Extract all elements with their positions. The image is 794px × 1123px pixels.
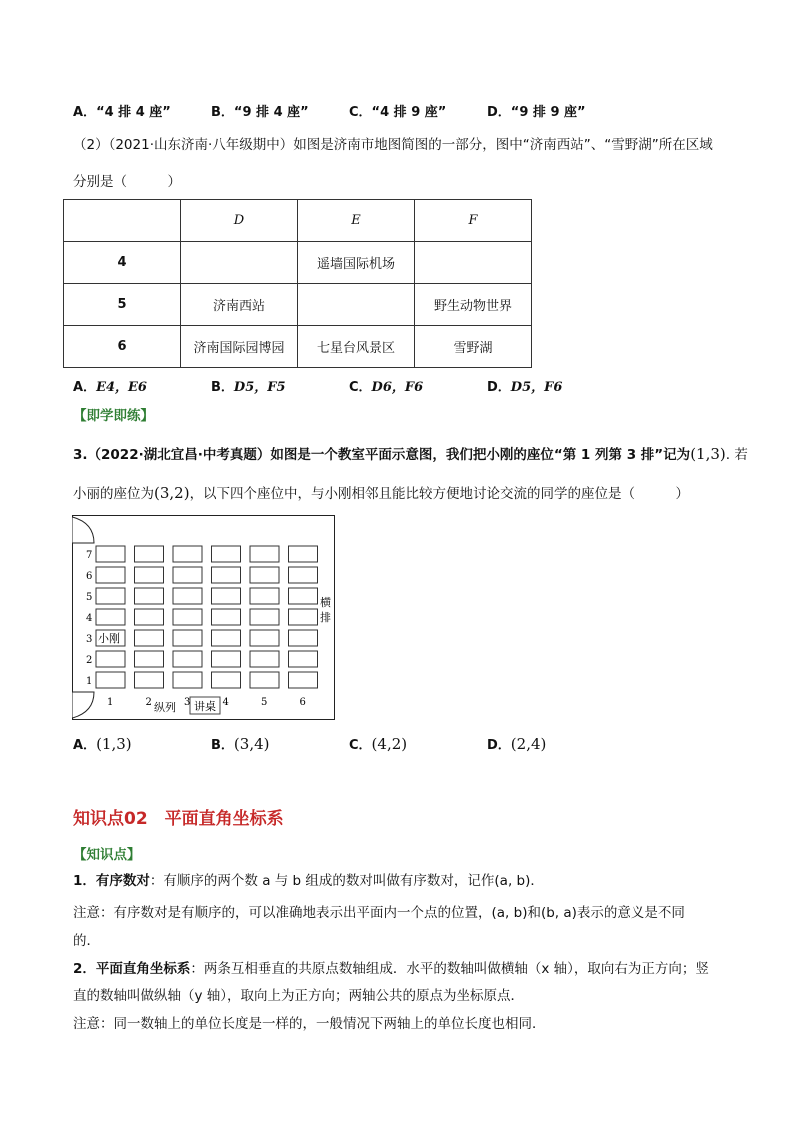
q3-option-a: A．(1,3) xyxy=(73,735,132,753)
desk xyxy=(96,672,125,688)
desk xyxy=(96,588,125,604)
table-cell xyxy=(298,284,415,326)
row-number: 2 xyxy=(86,655,93,666)
desk xyxy=(250,630,279,646)
table-cell xyxy=(181,242,298,284)
desk xyxy=(289,630,318,646)
desk xyxy=(212,567,241,583)
desk xyxy=(212,672,241,688)
prev-option-d: D．“9 排 9 座” xyxy=(487,105,586,120)
q2-stem-line1: （2）（2021·山东济南·八年级期中）如图是济南市地图简图的一部分，图中“济南西站”、“雪野湖”所在区域 xyxy=(73,137,713,153)
desk xyxy=(250,651,279,667)
q2-option-a: A．E4，E6 xyxy=(73,380,147,395)
table-cell xyxy=(64,200,181,242)
table-cell: 5 xyxy=(64,284,181,326)
desk xyxy=(250,588,279,604)
q2-option-b: B．D5，F5 xyxy=(211,380,286,395)
desk xyxy=(173,546,202,562)
desk xyxy=(173,651,202,667)
podium-label: 讲桌 xyxy=(194,700,216,713)
prev-option-a: A．“4 排 4 座” xyxy=(73,105,171,120)
desk xyxy=(173,630,202,646)
desk xyxy=(135,588,164,604)
table-row xyxy=(64,200,532,242)
desk xyxy=(212,651,241,667)
column-number: 6 xyxy=(299,697,306,708)
prev-option-b: B．“9 排 4 座” xyxy=(211,105,309,120)
section-title: 知识点02 平面直角坐标系 xyxy=(73,809,284,829)
desk xyxy=(289,651,318,667)
column-number: 2 xyxy=(145,697,152,708)
table-cell: 遥墙国际机场 xyxy=(298,242,415,284)
column-number: 1 xyxy=(107,697,114,708)
point-1: 1．有序数对：有顺序的两个数 a 与 b 组成的数对叫做有序数对，记作(a, b)． xyxy=(73,873,544,889)
row-label-1: 横 xyxy=(320,596,331,609)
desk xyxy=(289,588,318,604)
table-cell: 4 xyxy=(64,242,181,284)
desk xyxy=(250,609,279,625)
row-number: 3 xyxy=(86,634,93,645)
knowledge-label: 【知识点】 xyxy=(73,847,141,863)
prev-option-c: C．“4 排 9 座” xyxy=(349,105,447,120)
desk xyxy=(135,609,164,625)
desk xyxy=(289,672,318,688)
desk xyxy=(289,567,318,583)
desk xyxy=(173,588,202,604)
desk xyxy=(135,546,164,562)
desk xyxy=(135,672,164,688)
classroom-seating-diagram xyxy=(72,515,336,721)
row-label-2: 排 xyxy=(320,611,331,624)
row-number: 5 xyxy=(86,592,93,603)
map-grid-table xyxy=(63,199,532,368)
desk xyxy=(212,630,241,646)
table-cell: 野生动物世界 xyxy=(415,284,532,326)
table-row xyxy=(64,284,532,326)
point-2-line2: 直的数轴叫做纵轴（y 轴），取向上为正方向；两轴公共的原点为坐标原点． xyxy=(73,988,525,1004)
desk xyxy=(96,651,125,667)
desk xyxy=(289,609,318,625)
desk xyxy=(289,546,318,562)
desk xyxy=(250,546,279,562)
table-cell: 6 xyxy=(64,326,181,368)
desk xyxy=(96,567,125,583)
column-number: 5 xyxy=(261,697,268,708)
desk xyxy=(135,630,164,646)
q2-stem-line2: 分别是（ ） xyxy=(73,174,181,190)
desk xyxy=(250,567,279,583)
table-cell: D xyxy=(181,200,298,242)
q3-option-d: D．(2,4) xyxy=(487,735,547,753)
row-number: 1 xyxy=(86,676,93,687)
xiaogang-label: 小刚 xyxy=(98,632,120,645)
q2-option-d: D．D5，F6 xyxy=(487,380,563,395)
row-number: 6 xyxy=(86,571,93,582)
note-2: 注意：同一数轴上的单位长度是一样的，一般情况下两轴上的单位长度也相同． xyxy=(73,1016,546,1032)
desk xyxy=(250,672,279,688)
table-cell: 雪野湖 xyxy=(415,326,532,368)
row-number: 4 xyxy=(86,613,93,624)
q3-option-b: B．(3,4) xyxy=(211,735,270,753)
column-label: 纵列 xyxy=(154,701,176,714)
row-number: 7 xyxy=(86,550,93,561)
q3-stem-line1: 3.（2022·湖北宜昌·中考真题）如图是一个教室平面示意图，我们把小刚的座位“第 1 列第 3 排”记为(1,3). 若 xyxy=(73,445,748,463)
desk xyxy=(173,609,202,625)
desk xyxy=(173,672,202,688)
table-cell: 济南国际园博园 xyxy=(181,326,298,368)
note-1-line2: 的． xyxy=(73,933,100,949)
practice-label: 【即学即练】 xyxy=(73,408,154,424)
q3-stem-line2: 小丽的座位为(3,2)，以下四个座位中，与小刚相邻且能比较方便地讨论交流的同学的座位是（ ） xyxy=(73,484,690,502)
desk xyxy=(212,546,241,562)
table-row xyxy=(64,242,532,284)
desk xyxy=(212,609,241,625)
q2-option-c: C．D6，F6 xyxy=(349,380,424,395)
desk xyxy=(173,567,202,583)
table-cell: E xyxy=(298,200,415,242)
table-row xyxy=(64,326,532,368)
column-number: 3 xyxy=(184,697,191,708)
q3-option-c: C．(4,2) xyxy=(349,735,408,753)
desk xyxy=(135,651,164,667)
desk xyxy=(135,567,164,583)
table-cell: F xyxy=(415,200,532,242)
column-number: 4 xyxy=(222,697,229,708)
table-cell: 七星台风景区 xyxy=(298,326,415,368)
desk xyxy=(212,588,241,604)
table-cell xyxy=(415,242,532,284)
table-cell: 济南西站 xyxy=(181,284,298,326)
point-2-line1: 2．平面直角坐标系：两条互相垂直的共原点数轴组成．水平的数轴叫做横轴（x 轴），取向右为正方向；竖 xyxy=(73,961,709,977)
desk xyxy=(96,546,125,562)
desk xyxy=(96,609,125,625)
note-1-line1: 注意：有序数对是有顺序的，可以准确地表示出平面内一个点的位置，(a, b)和(b, a)表示的意义是不同 xyxy=(73,905,685,921)
